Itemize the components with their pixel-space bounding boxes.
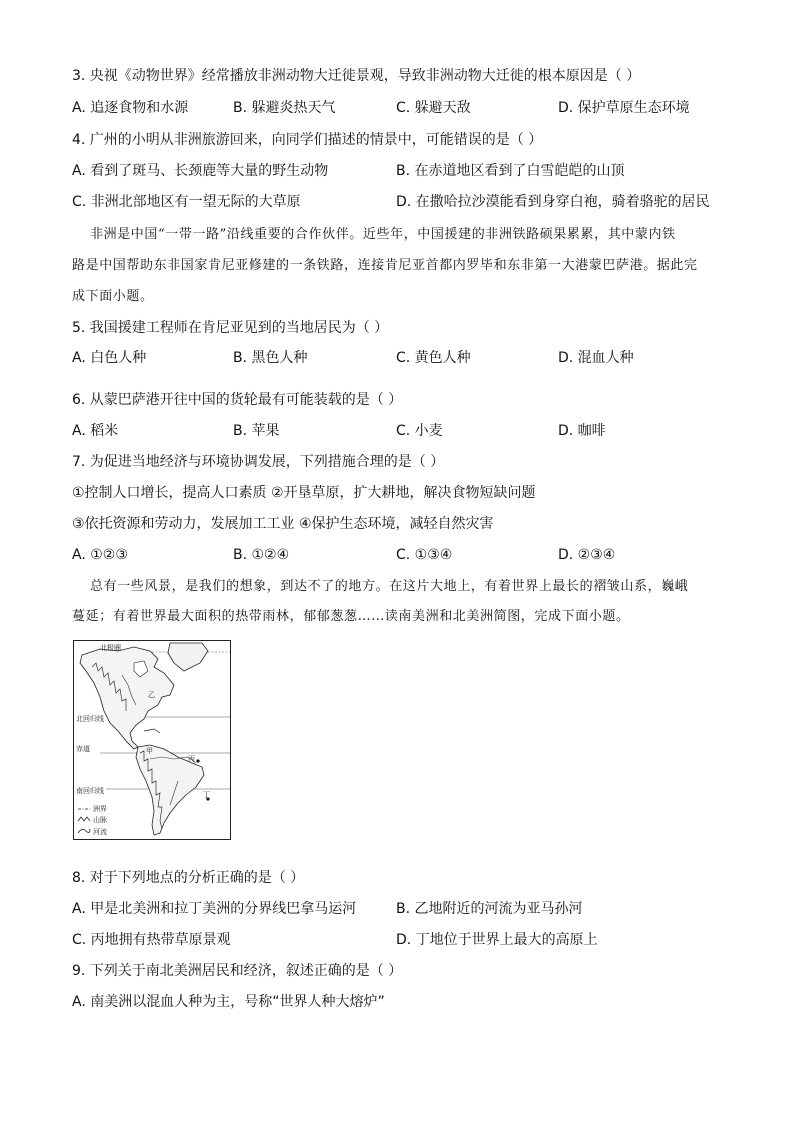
passage-1-line-2: 路是中国帮助东非国家肯尼亚修建的一条铁路，连接肯尼亚首都内罗毕和东非第一大港蒙巴萨港。据此完	[72, 258, 698, 273]
label-ding: 丁	[203, 791, 210, 799]
point-bing-marker	[196, 759, 199, 762]
question-6-option-b: B. 苹果	[233, 423, 280, 439]
americas-map-svg	[74, 641, 230, 839]
label-arctic: 北极圈	[100, 644, 121, 652]
question-5-stem: 5. 我国援建工程师在肯尼亚见到的当地居民为（ ）	[72, 320, 389, 336]
question-6-option-c: C. 小麦	[396, 423, 443, 439]
question-4-option-d: D. 在撒哈拉沙漠能看到身穿白袍，骑着骆驼的居民	[396, 194, 710, 210]
label-yi: 乙	[148, 691, 155, 699]
legend-river-label: 河流	[93, 828, 107, 836]
question-8-option-d: D. 丁地位于世界上最大的高原上	[396, 932, 598, 948]
question-3-option-c: C. 躲避天敌	[396, 100, 471, 116]
legend-river-symbol	[78, 829, 90, 833]
americas-map	[73, 640, 231, 840]
question-9-option-a: A. 南美洲以混血人种为主，号称“世界人种大熔炉”	[72, 994, 385, 1010]
question-7-option-c: C. ①③④	[396, 547, 453, 563]
question-8-option-a: A. 甲是北美洲和拉丁美洲的分界线巴拿马运河	[72, 901, 357, 917]
question-3-option-d: D. 保护草原生态环境	[558, 100, 690, 116]
question-5-option-a: A. 白色人种	[72, 350, 147, 366]
question-4-option-a: A. 看到了斑马、长颈鹿等大量的野生动物	[72, 163, 329, 179]
question-6-option-a: A. 稻米	[72, 423, 119, 439]
label-bing: 丙	[188, 755, 195, 763]
question-5-option-c: C. 黄色人种	[396, 350, 471, 366]
legend-mountain-symbol	[78, 817, 90, 821]
question-3-option-b: B. 躲避炎热天气	[233, 100, 336, 116]
question-8-stem: 8. 对于下列地点的分析正确的是（ ）	[72, 870, 305, 886]
question-9-stem: 9. 下列关于南北美洲居民和经济，叙述正确的是（ ）	[72, 963, 403, 979]
question-7-option-d: D. ②③④	[558, 547, 616, 563]
question-8-option-c: C. 丙地拥有热带草原景观	[72, 932, 231, 948]
label-tropic-south: 南回归线	[76, 787, 104, 795]
question-4-stem: 4. 广州的小明从非洲旅游回来，向同学们描述的情景中，可能错误的是（ ）	[72, 132, 543, 148]
question-5-option-d: D. 混血人种	[558, 350, 634, 366]
legend-boundary-label: 洲界	[93, 805, 107, 813]
caribbean-islands	[144, 729, 160, 733]
question-6-option-d: D. 咖啡	[558, 423, 606, 439]
passage-2-line-1: 总有一些风景，是我们的想象，到达不了的地方。在这片大地上，有着世界上最长的褶皱山系，巍峨	[90, 579, 689, 594]
question-8-option-b: B. 乙地附近的河流为亚马孙河	[396, 901, 583, 917]
label-equator: 赤道	[76, 745, 90, 753]
question-7-item-line-1: ①控制人口增长，提高人口素质 ②开垦草原，扩大耕地，解决食物短缺问题	[72, 485, 536, 501]
passage-1-line-1: 非洲是中国“一带一路”沿线重要的合作伙伴。近些年，中国援建的非洲铁路硕果累累，其中蒙内铁	[90, 227, 676, 242]
label-tropic-north: 北回归线	[76, 715, 104, 723]
question-5-option-b: B. 黑色人种	[233, 350, 308, 366]
question-4-option-b: B. 在赤道地区看到了白雪皑皑的山顶	[396, 163, 625, 179]
passage-2-line-2: 蔓延；有着世界最大面积的热带雨林，郁郁葱葱……读南美洲和北美洲简图，完成下面小题。	[72, 609, 630, 624]
question-6-stem: 6. 从蒙巴萨港开往中国的货轮最有可能装载的是（ ）	[72, 392, 403, 408]
greenland-shape	[168, 643, 208, 671]
question-7-option-a: A. ①②③	[72, 547, 128, 563]
north-america-shape	[80, 647, 174, 749]
map-legend	[78, 804, 107, 836]
label-jia: 甲	[146, 747, 153, 755]
passage-1-line-3: 成下面小题。	[72, 289, 154, 304]
question-4-option-c: C. 非洲北部地区有一望无际的大草原	[72, 194, 301, 210]
question-7-option-b: B. ①②④	[233, 547, 290, 563]
question-3-option-a: A. 追逐食物和水源	[72, 100, 189, 116]
legend-mountain-label: 山脉	[93, 816, 107, 824]
question-3-stem: 3. 央视《动物世界》经常播放非洲动物大迁徙景观，导致非洲动物大迁徙的根本原因是（ ）	[72, 68, 641, 84]
question-7-item-line-2: ③依托资源和劳动力，发展加工工业 ④保护生态环境，减轻自然灾害	[72, 516, 494, 532]
question-7-stem: 7. 为促进当地经济与环境协调发展，下列措施合理的是（ ）	[72, 454, 445, 470]
